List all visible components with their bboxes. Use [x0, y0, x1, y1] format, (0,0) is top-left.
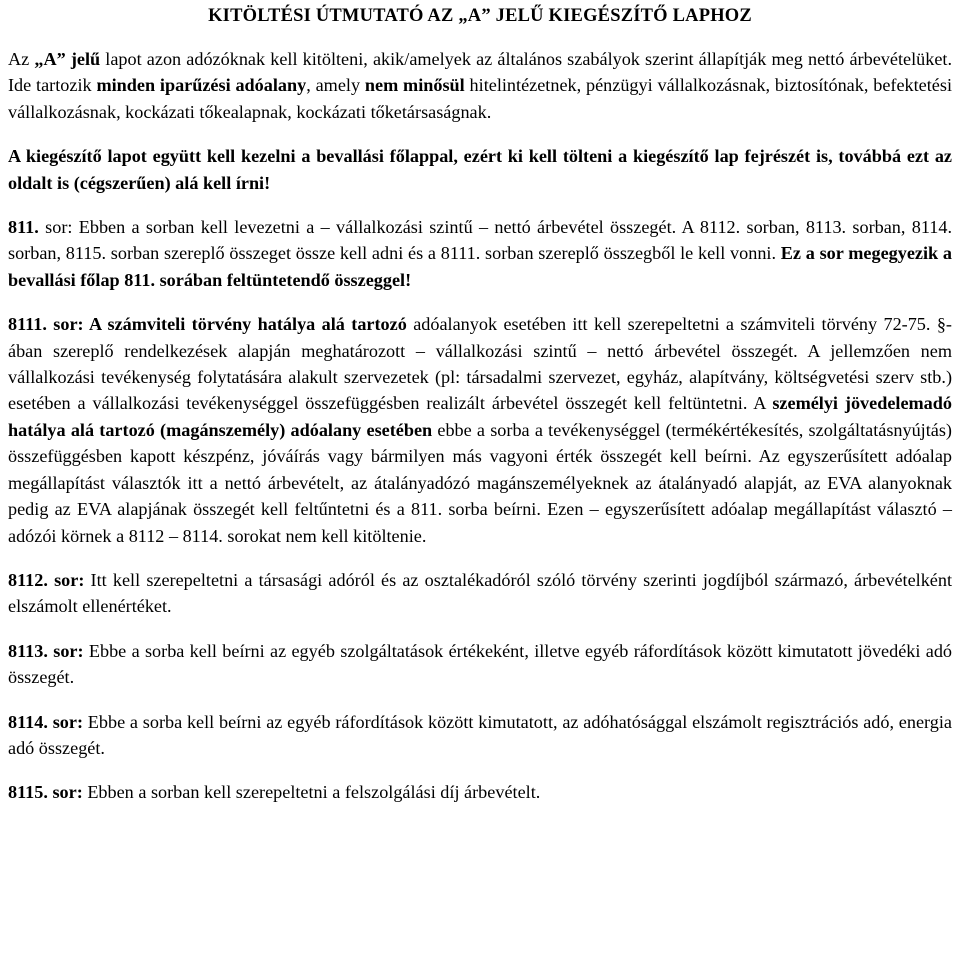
spacer	[8, 691, 952, 709]
row-8113-label: 8113. sor:	[8, 640, 84, 661]
spacer	[8, 293, 952, 311]
row-8112-text: Itt kell szerepeltetni a társasági adóról és az osztalékadóról szóló törvény szerinti jogdíjból származó, árbevételként elszámolt ellenértéket.	[8, 569, 953, 617]
row-8114-text: Ebbe a sorba kell beírni az egyéb ráfordítások között kimutatott, az adóhatósággal elszámolt regisztrációs adó, energia adó összegét.	[8, 711, 952, 758]
row-8111-bold-2: személyi jövedelemadó hatálya alá tartozó (magánszemély) adóalany esetében	[8, 393, 952, 440]
row-8114-paragraph	[8, 709, 952, 762]
spacer	[8, 620, 952, 638]
intro-text-4: hitelintézetnek, pénzügyi vállalkozásnak, biztosítónak, befektetési vállalkozásnak, kockázati tőkealapnak, kockázati tőketársaságnak.	[8, 75, 952, 122]
row-8115-label: 8115. sor:	[8, 782, 83, 803]
row-8113-text: Ebbe a sorba kell beírni az egyéb szolgáltatások értékeként, illetve egyéb ráfordítások között kimutatott jövedéki adó összegét.	[8, 640, 953, 688]
intro-text-2: lapot azon adózóknak kell kitölteni, akik/amelyek az általános szabályok szerint állapítják meg nettó árbevételüket. Ide tartozik	[8, 49, 952, 96]
intro-bold-a-lap: „A” jelű	[34, 49, 101, 69]
row-811-text: : Ebben a sorban kell levezetni a – vállalkozási szintű – nettó árbevétel összegét. A 8112. sorban, 8113. sorban, 8114. sorban, 8115. sorban szereplő összeget össze kell adni és a 8111. sorban szereplő összegből le kell vonni.	[8, 217, 952, 264]
spacer	[8, 125, 952, 143]
row-8115-paragraph	[8, 779, 952, 805]
row-8114-label: 8114. sor:	[8, 711, 83, 732]
row-8112-paragraph	[8, 567, 952, 620]
intro-text-1: Az	[8, 49, 35, 69]
spacer	[8, 196, 952, 214]
warning-paragraph	[8, 143, 952, 196]
row-811-paragraph	[8, 214, 952, 293]
page-title: KITÖLTÉSI ÚTMUTATÓ AZ „A” JELŰ KIEGÉSZÍTŐ LAPHOZ	[208, 6, 752, 26]
intro-text-3: , amely	[306, 75, 365, 96]
row-8111-paragraph	[8, 311, 952, 549]
row-811-bold-note: Ez a sor megegyezik a bevallási főlap 811. sorában feltüntetendő összeggel!	[8, 243, 952, 290]
spacer	[8, 549, 952, 567]
intro-bold-adoalany: minden iparűzési adóalany	[96, 75, 307, 96]
warning-text: A kiegészítő lapot együtt kell kezelni a bevallási főlappal, ezért ki kell tölteni a kiegészítő lap fejrészét is, továbbá ezt az oldalt is (cégszerűen) alá kell írni!	[8, 146, 952, 193]
row-811-sor: sor	[38, 217, 68, 238]
row-8111-text-2: ebbe a sorba a tevékenységgel (termékértékesítés, szolgáltatásnyújtás) összefüggésben kapott készpénz, jóváírás vagy bármilyen más vagyoni érték összegét kell beírni. Az egyszerűsített adóalap megállapítást választók itt a nettó árbevételt, az átalányadózó magánszemélyeknek az átalányadó alapját, az EVA alanyoknak pedig az EVA alapjának összegét kell feltűntetni és a 811. sorba beírni. Ezen – egyszerűsített adóalap megállapítást választó – adózói körnek a 8112 – 8114. sorokat nem kell kitöltenie.	[8, 419, 952, 546]
row-8111-bold-1: A számviteli törvény hatálya alá tartozó	[83, 314, 407, 335]
row-811-label: 811.	[8, 217, 39, 238]
row-8111-text-1: adóalanyok esetében itt kell szerepeltetni a számviteli törvény 72-75. §-ában szereplő rendelkezések alapján meghatározott – vállalkozási szintű – nettó árbevétel összegét. A jellemzően nem vállalkozási tevékenység folytatására alakult szervezetek (pl: társadalmi szervezet, egyház, alapítvány, költségvetési szerv stb.) esetében a vállalkozási tevékenységgel összefüggésben realizált árbevétel összegét kell feltüntetni. A	[8, 314, 952, 414]
intro-bold-nem-minosul: nem minősül	[364, 75, 465, 96]
row-8111-label: 8111. sor:	[8, 314, 84, 335]
row-8112-label: 8112. sor:	[8, 569, 85, 590]
spacer	[8, 761, 952, 779]
row-8113-paragraph	[8, 638, 952, 691]
intro-paragraph	[8, 46, 952, 125]
row-8115-text: Ebben a sorban kell szerepeltetni a felszolgálási díj árbevételt.	[82, 782, 541, 803]
